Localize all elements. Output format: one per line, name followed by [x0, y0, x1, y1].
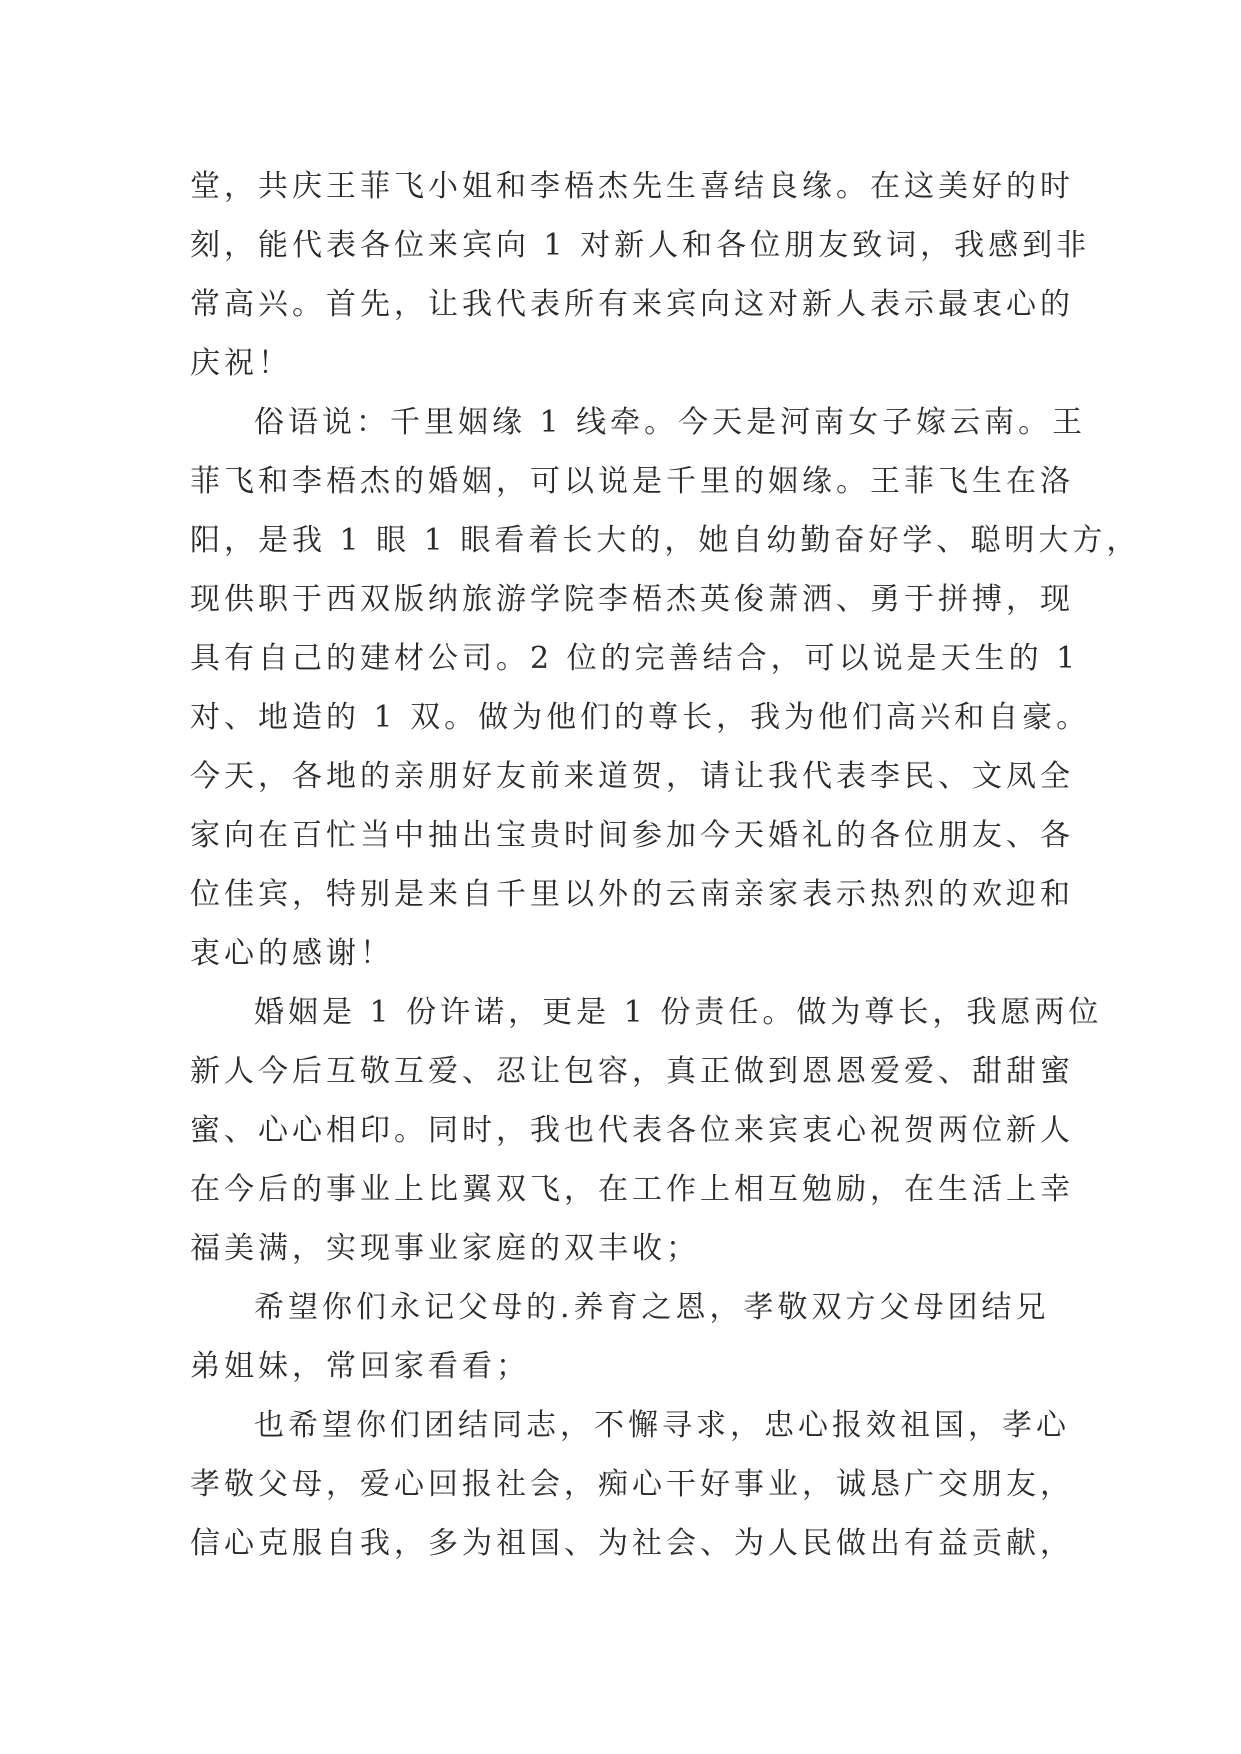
text-line: 福美满，实现事业家庭的双丰收；: [190, 1231, 700, 1266]
text-line: 位佳宾，特别是来自千里以外的云南亲家表示热烈的欢迎和: [190, 877, 1074, 912]
text-line: 对、地造的 1 双。做为他们的尊长，我为他们高兴和自豪。: [190, 700, 1091, 735]
text-line: 家向在百忙当中抽出宝贵时间参加今天婚礼的各位朋友、各: [190, 818, 1074, 853]
text-line: 庆祝！: [190, 346, 292, 381]
text-line: 刻，能代表各位来宾向 1 对新人和各位朋友致词，我感到非: [190, 228, 1091, 263]
text-line: 也希望你们团结同志，不懈寻求，忠心报效祖国，孝心: [254, 1408, 1070, 1443]
text-line: 菲飞和李梧杰的婚姻，可以说是千里的姻缘。王菲飞生在洛: [190, 464, 1074, 499]
text-line: 婚姻是 1 份许诺，更是 1 份责任。做为尊长，我愿两位: [254, 995, 1103, 1030]
text-line: 常高兴。首先，让我代表所有来宾向这对新人表示最衷心的: [190, 287, 1074, 322]
text-line: 弟姐妹，常回家看看；: [190, 1349, 530, 1384]
text-line: 希望你们永记父母的.养育之恩，孝敬双方父母团结兄: [254, 1290, 1050, 1325]
text-line: 衷心的感谢！: [190, 936, 394, 971]
text-line: 堂，共庆王菲飞小姐和李梧杰先生喜结良缘。在这美好的时: [190, 169, 1074, 204]
text-line: 蜜、心心相印。同时，我也代表各位来宾衷心祝贺两位新人: [190, 1113, 1074, 1148]
text-line: 阳，是我 1 眼 1 眼看着长大的，她自幼勤奋好学、聪明大方，: [190, 523, 1141, 558]
text-line: 俗语说：千里姻缘 1 线牵。今天是河南女子嫁云南。王: [254, 405, 1087, 440]
text-line: 在今后的事业上比翼双飞，在工作上相互勉励，在生活上幸: [190, 1172, 1074, 1207]
document-body: [190, 157, 1141, 1573]
text-line: 现供职于西双版纳旅游学院李梧杰英俊萧洒、勇于拼搏，现: [190, 582, 1074, 617]
text-line: 信心克服自我，多为祖国、为社会、为人民做出有益贡献，: [190, 1526, 1074, 1561]
text-line: 新人今后互敬互爱、忍让包容，真正做到恩恩爱爱、甜甜蜜: [190, 1054, 1074, 1089]
text-line: 具有自己的建材公司。2 位的完善结合，可以说是天生的 1: [190, 641, 1080, 676]
text-line: 今天，各地的亲朋好友前来道贺，请让我代表李民、文凤全: [190, 759, 1074, 794]
text-line: 孝敬父母，爱心回报社会，痴心干好事业，诚恳广交朋友，: [190, 1467, 1074, 1502]
